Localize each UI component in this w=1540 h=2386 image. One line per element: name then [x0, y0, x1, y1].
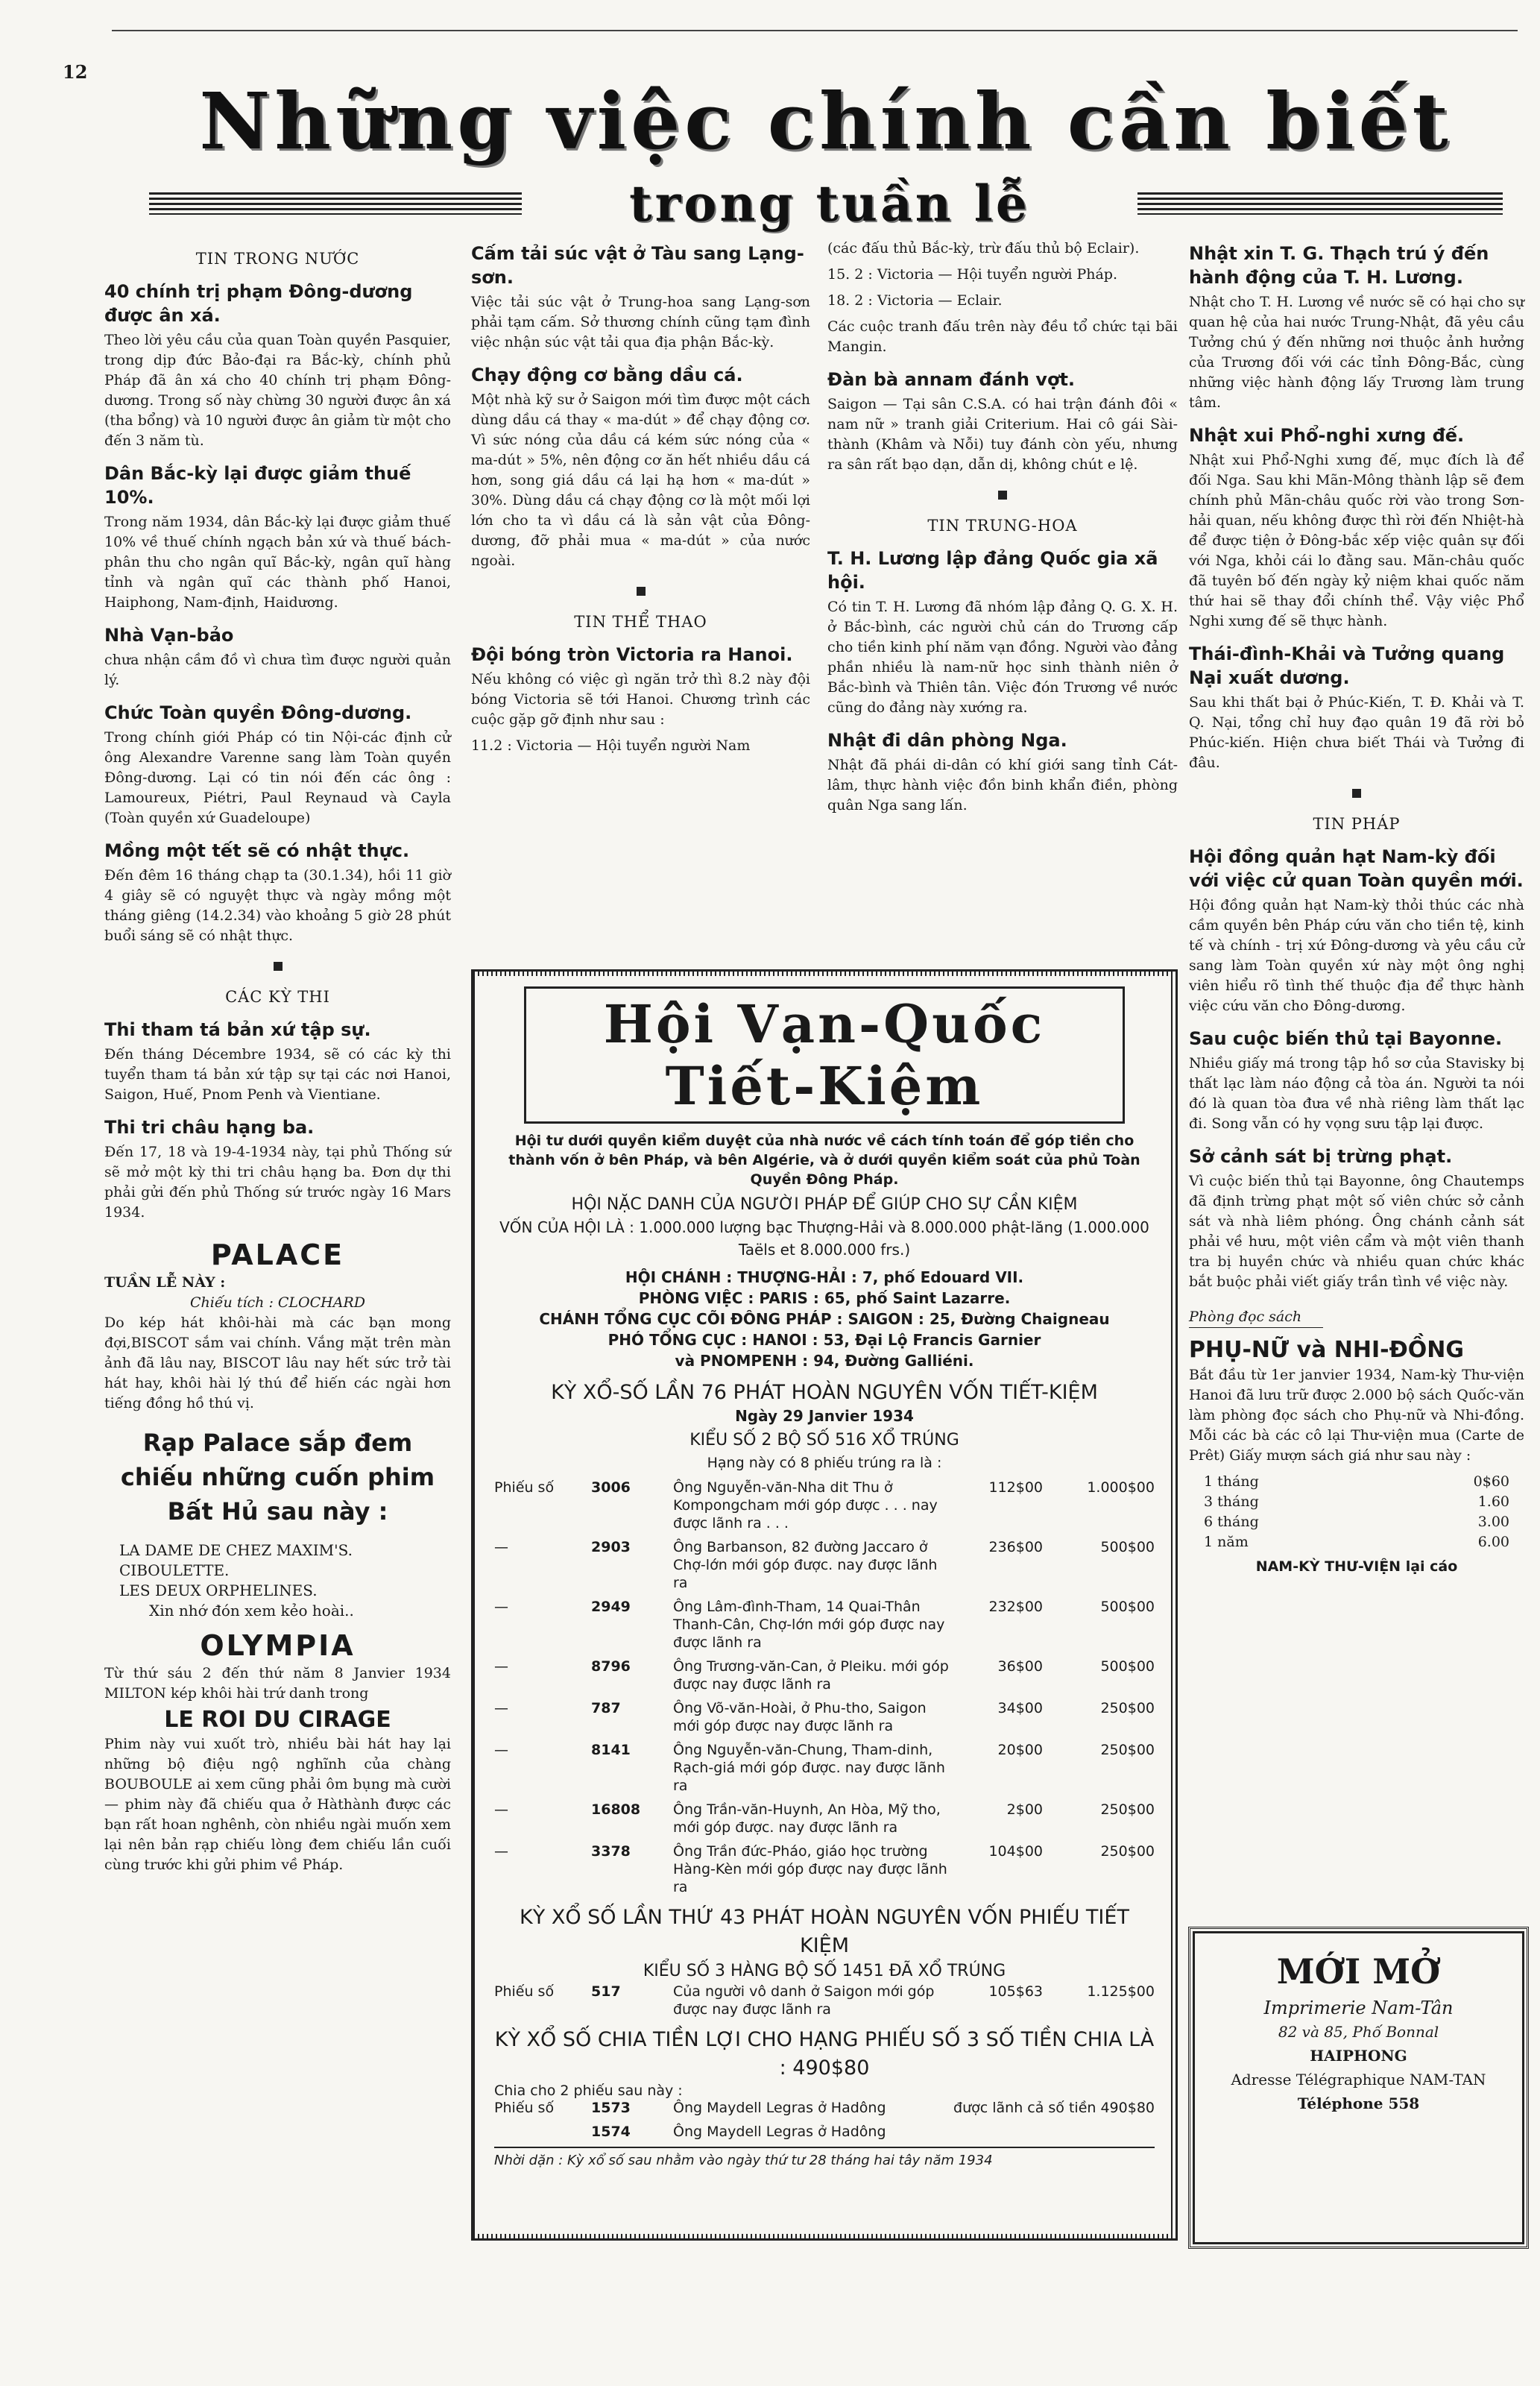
section-divider: [827, 485, 1178, 506]
film-item: LES DEUX ORPHELINES.: [119, 1581, 318, 1599]
biz-telegraph: Adresse Télégraphique NAM-TAN: [1231, 2071, 1486, 2088]
library-title: PHỤ-NỮ và NHI-ĐỒNG: [1189, 1337, 1464, 1363]
palace-title: PALACE: [210, 1238, 345, 1271]
winner-label: Phiếu số: [494, 1983, 555, 2000]
article-headline: Đội bóng tròn Victoria ra Hanoi.: [471, 644, 793, 665]
masthead-subtitle: trong tuần lễ: [629, 174, 1030, 233]
winner-name: Ông Trần-văn-Huynh, An Hòa, Mỹ tho, mới góp được. nay được lãnh ra: [673, 1801, 941, 1836]
savings-society-ad: [471, 969, 1178, 2241]
article-body: Một nhà kỹ sư ở Saigon mới tìm được một cách dùng dầu cá thay « ma-dút » để chạy động cơ. Vì sức nóng của dầu cá kém sức nóng của « ma-dút » 5%, nên động cơ ăn hết nhiều dầu cá hơn, song giá dầu cá lại hạ hơn « ma-dút » 30%. Dùng dầu cá chạy động cơ là một mối lợi lớn cho ta vì dầu cá là sản vật của Đông-dương, đỡ phải mua « ma-dút » của nước ngoài.: [471, 391, 810, 569]
palace-week: TUẦN LỄ NÀY :: [104, 1274, 226, 1291]
winner-name: Ông Trần đức-Pháo, giáo học trường Hàng-Kèn mới góp được nay được lãnh ra: [673, 1843, 947, 1895]
article-body: Sau khi thất bại ở Phúc-Kiến, T. Đ. Khải và T. Q. Nại, tổng chỉ huy đạo quân 19 đã rời bỏ Phúc-kiến. Hiện chưa biết Thái và Tưởng đi đâu.: [1189, 694, 1524, 771]
price-term: 3 tháng: [1204, 1493, 1259, 1510]
price-row: [1189, 1512, 1524, 1532]
draw-note: Chia cho 2 phiếu sau này :: [494, 2083, 683, 2099]
ad-intro: Hội tư dưới quyền kiểm duyệt của nhà nước về cách tính toán để góp tiền cho thành vốn ở bên Pháp, và bên Algérie, và ở dưới quyền kiểm soát của phủ Toàn Quyền Đông Pháp.: [508, 1133, 1140, 1188]
column-3: [827, 239, 1178, 954]
winner-row: [494, 1801, 1155, 1836]
winner-number: 8141: [591, 1742, 631, 1758]
winner-paid: 112$00: [988, 1479, 1043, 1496]
section-title: TIN THỂ THAO: [574, 613, 707, 631]
article-body: Nhật cho T. H. Lương về nước sẽ có hại cho sự quan hệ của hai nước Trung-Nhật, đã yêu cầu Tưởng chú ý đến những nơi thuộc ảnh hưởng của Trương đối với các tỉnh Đông-Bắc, cùng những việc hành động lấy Trương làm trung tâm.: [1189, 294, 1524, 411]
winner-row: [494, 1741, 1155, 1795]
biz-title: MỚI MỞ: [1276, 1951, 1441, 1992]
winner-number: 1573: [591, 2100, 631, 2116]
winner-name: Ông Nguyễn-văn-Nha dit Thu ở Kompongcham mới góp được . . . nay được lãnh ra . . .: [673, 1479, 938, 1532]
winner-name: Ông Nguyễn-văn-Chung, Tham-dinh, Rạch-giá mới góp được. nay được lãnh ra: [673, 1742, 945, 1794]
winner-total: 500$00: [1100, 1658, 1155, 1675]
article-headline: Thái-đình-Khải và Tưởng quang Nại xuất dương.: [1189, 643, 1505, 688]
column-2: [471, 239, 810, 954]
article-headline: Hội đồng quản hạt Nam-kỳ đối với việc cử quan Toàn quyền mới.: [1189, 846, 1524, 891]
column-4: [1189, 239, 1524, 1577]
winner-name: Ông Trương-văn-Can, ở Pleiku. mới góp được nay được lãnh ra: [673, 1658, 949, 1693]
winner-label: —: [494, 1843, 508, 1860]
column-1: [104, 239, 451, 1881]
article-body: Đến 17, 18 và 19-4-1934 này, tại phủ Thống sứ sẽ mở một kỳ thi tri châu hạng ba. Đơn dự thi phải gửi đến phủ Thống sứ trước ngày 16 Mars 1934.: [104, 1144, 451, 1221]
winner-paid: 20$00: [997, 1742, 1043, 1758]
ad-address: PHÓ TỔNG CỤC : HANOI : 53, Đại Lộ Francis Garnier: [608, 1331, 1041, 1349]
article-headline: Nhà Vạn-bảo: [104, 625, 234, 646]
ad-address: PHÒNG VIỆC : PARIS : 65, phố Saint Lazarre.: [638, 1289, 1011, 1307]
winner-total: 250$00: [1100, 1801, 1155, 1818]
winner-label: [494, 2123, 591, 2141]
draw-title: KỲ XỔ SỐ LẦN THỨ 43 PHÁT HOÀN NGUYÊN VỐN PHIẾU TIẾT KIỆM: [520, 1906, 1129, 1957]
winner-row: [494, 1598, 1155, 1652]
draw-kind: KIỂU SỐ 3 HÀNG BỘ SỐ 1451 ĐÃ XỔ TRÚNG: [643, 1962, 1006, 1980]
winner-number: 16808: [591, 1801, 641, 1818]
winner-paid: 232$00: [988, 1599, 1043, 1615]
ad-note: Nhời dặn : Kỳ xổ số sau nhằm vào ngày thứ tư 28 tháng hai tây năm 1934: [494, 2147, 1155, 2168]
price-row: [1189, 1472, 1524, 1492]
article-body: Vì cuộc biến thủ tại Bayonne, ông Chautemps đã định trừng phạt một số viên chức sở cảnh sát và nhà liêm phóng. Ông chánh cảnh sát phải về hưu, một viên cẩm và một viên thanh tra bị huyền chức và nhiều quan chức khác bắt buộc phải viết giấy trần tình về việc này.: [1189, 1173, 1524, 1290]
winner-number: 517: [591, 1983, 621, 2000]
price-row: [1189, 1492, 1524, 1512]
olympia-dates: Từ thứ sáu 2 đến thứ năm 8 Janvier 1934 MILTON kép khôi hài trứ danh trong: [104, 1665, 451, 1702]
winner-total: 250$00: [1100, 1700, 1155, 1716]
winner-row: [494, 1538, 1155, 1592]
winner-label: —: [494, 1801, 508, 1818]
winner-number: 3378: [591, 1843, 631, 1860]
winner-row: [494, 1842, 1155, 1896]
winner-paid: 105$63: [988, 1983, 1043, 2000]
printing-house-ad: [1193, 1931, 1524, 2244]
article-headline: Đàn bà annam đánh vợt.: [827, 369, 1076, 390]
article-body: Đến tháng Décembre 1934, sẽ có các kỳ thi tuyển tham tá bản xứ tập sự tại các nơi Hanoi, Saigon, Huế, Pnom Penh và Vientiane.: [104, 1046, 451, 1103]
winner-paid: 2$00: [1006, 1801, 1043, 1818]
match-item: 18. 2 : Victoria — Eclair.: [827, 292, 1003, 309]
winner-number: 787: [591, 1700, 621, 1716]
winner-row: [494, 1983, 1155, 2018]
olympia-body: Phim này vui xuốt trò, nhiều bài hát hay lại những bộ điệu ngộ nghĩnh của chàng BOUBOULE ai xem cũng phải ôm bụng mà cười — phim này đã chiếu qua ở Hàthành được các bạn rất hoan nghênh, còn nhiều ngài muốn xem lại nên bản rạp chiếu lòng đem chiếu lần cuối cùng trước khi gửi phim về Pháp.: [104, 1736, 451, 1873]
library-body: Bắt đầu từ 1er janvier 1934, Nam-kỳ Thư-viện Hanoi đã lưu trữ được 2.000 bộ sách Quốc-văn làm phòng đọc sách cho Phụ-nữ và Nhi-đồng. Mỗi các bà các cô lại Thư-viện mua (Carte de Prêt) Giấy mượn sách giá như sau này :: [1189, 1367, 1524, 1464]
article-headline: Cấm tải súc vật ở Tàu sang Lạng-sơn.: [471, 243, 804, 288]
price-value: 6.00: [1477, 1534, 1509, 1550]
winner-name: Của người vô danh ở Saigon mới góp được nay được lãnh ra: [673, 1983, 935, 2018]
biz-name: Imprimerie Nam-Tân: [1263, 1998, 1454, 2018]
library-label: Phòng đọc sách: [1189, 1307, 1323, 1328]
draw-kind: KIỂU SỐ 2 BỘ SỐ 516 XỔ TRÚNG: [689, 1431, 959, 1449]
section-divider: [471, 582, 810, 602]
article-body: Nhật xui Phổ-Nghi xưng đế, mục đích là để đối Nga. Sau khi Mãn-Mông thành lập sẽ đem chính phủ Mãn-châu quốc rời vào trong Sơn-hải quan, nếu không được thì rời đến Nhiệt-hà để được tiện ở Đông-bắc xếp việc quân sự đối với Nga, khỏi cái lo đằng sau. Mãn-châu quốc đã tuyên bố đến ngày kỷ niệm khai quốc năm thứ hai sẽ thay đổi chính thể. Vậy việc Phổ Nghi xưng đế sẽ thực hành.: [1189, 452, 1524, 629]
winner-label: —: [494, 1742, 508, 1758]
article-body: Theo lời yêu cầu của quan Toàn quyền Pasquier, trong dịp đức Bảo-đại ra Bắc-kỳ, chính phủ Pháp đã ân xá cho 40 chính trị phạm Đông-dương. Trong số này chừng 30 người được ân xá (tha bổng) và 10 người được ân giảm từ một cho đến 3 năm tù.: [104, 332, 451, 449]
article-headline: Mồng một tết sẽ có nhật thực.: [104, 840, 410, 861]
winner-label: Phiếu số: [494, 1479, 555, 1496]
winner-label: —: [494, 1658, 508, 1675]
biz-address: 82 và 85, Phố Bonnal: [1278, 2023, 1439, 2041]
ad-address: và PNOMPENH : 94, Đường Galliéni.: [675, 1352, 974, 1370]
ad-address: HỘI CHÁNH : THƯỢNG-HẢI : 7, phố Edouard VII.: [625, 1268, 1024, 1286]
winner-total: 1.125$00: [1087, 1983, 1155, 2000]
draw-title: KỲ XỔ SỐ CHIA TIỀN LỢI CHO HẠNG PHIẾU SỐ 3 SỐ TIỀN CHIA LÀ : 490$80: [494, 2028, 1155, 2080]
article-headline: Nhật xin T. G. Thạch trú ý đến hành động của T. H. Lương.: [1189, 243, 1489, 288]
winner-total: 250$00: [1100, 1843, 1155, 1860]
palace-body: Do kép hát khôi-hài mà các bạn mong đợi,BISCOT sắm vai chính. Vắng mặt trên màn ảnh đã lâu nay, BISCOT lâu nay hết sức trở tài hát hay, khôi hài lý thú để hiến các ngài hơn tiếng đồng hồ thú vị.: [104, 1315, 451, 1411]
winner-total: 500$00: [1100, 1539, 1155, 1555]
winner-name: Ông Lâm-đình-Tham, 14 Quai-Thân Thanh-Cân, Chợ-lớn mới góp được nay được lãnh ra: [673, 1599, 945, 1651]
article-body: Nhiều giấy má trong tập hồ sơ của Stavisky bị thất lạc làm náo động cả tòa án. Người ta nói đó là quan tòa đưa về nhà riêng làm thất lạc đi. Song vẫn có hy vọng sưu tập lại được.: [1189, 1055, 1524, 1132]
palace-coming: Rạp Palace sắp đem chiếu những cuốn phim Bất Hủ sau này :: [120, 1429, 435, 1526]
masthead-subtitle-row: [149, 174, 1503, 233]
winner-total: 250$00: [1100, 1742, 1155, 1758]
article-body: Đến đêm 16 tháng chạp ta (30.1.34), hồi 11 giờ 4 giây sẽ có nguyệt thực và ngày mồng một tháng giêng (14.2.34) vào khoảng 5 giờ 28 phút buổi sáng sẽ có nhật thực.: [104, 867, 451, 944]
section-title: TIN TRUNG-HOA: [927, 517, 1078, 535]
film-item: LA DAME DE CHEZ MAXIM'S.: [119, 1541, 353, 1559]
draw-title: KỲ XỔ-SỐ LẦN 76 PHÁT HOÀN NGUYÊN VỐN TIẾT-KIỆM: [551, 1381, 1098, 1404]
olympia-film: LE ROI DU CIRAGE: [164, 1707, 391, 1733]
biz-phone: Téléphone 558: [1297, 2094, 1420, 2112]
library-sign: NAM-KỲ THƯ-VIỆN lại cáo: [1255, 1558, 1458, 1575]
price-value: 1.60: [1477, 1493, 1509, 1510]
match-item: 15. 2 : Victoria — Hội tuyển người Pháp.: [827, 266, 1118, 283]
draw-sum: được lãnh cả số tiền 490$80: [953, 2100, 1155, 2116]
article-body: Hội đồng quản hạt Nam-kỳ thỏi thúc các nhà cầm quyền bên Pháp cứu văn cho tiền tệ, kinh tế và chính - trị xứ Đông-dương và yêu cầu cử sang làm Toàn quyền xứ này một ông nghị viên hiểu rõ tình thế thuộc địa để thực hành việc cứu văn cho Đông-dương.: [1189, 897, 1524, 1014]
article-body: chưa nhận cầm đồ vì chưa tìm được người quản lý.: [104, 652, 451, 688]
article-body: Saigon — Tại sân C.S.A. có hai trận đánh đôi « nam nữ » tranh giải Criterium. Hai cô gái Sài-thành (Khâm và Nỗi) tuy đánh còn yếu, nhưng ra sân rất bạo dạn, dẫn dị, không chút e lệ.: [827, 396, 1178, 473]
article-body: Có tin T. H. Lương đã nhóm lập đảng Q. G. X. H. ở Bắc-bình, các người chủ cán do Trương cấp cho tiền kinh phí năm vạn đồng. Người vào đảng phần nhiều là nam-nữ học sinh thành niên ở Bắc-bình và Thiên tân. Việc đón Trương về nước cũng do đảng này xướng ra.: [827, 599, 1178, 716]
winner-label: —: [494, 1599, 508, 1615]
ad-address: CHÁNH TỔNG CỤC CÕI ĐÔNG PHÁP : SAIGON : 25, Đường Chaigneau: [539, 1310, 1110, 1328]
section-title: TIN PHÁP: [1313, 815, 1401, 833]
section-title: TIN TRONG NƯỚC: [195, 250, 360, 268]
winner-row: [494, 2123, 1155, 2141]
film-item: CIBOULETTE.: [119, 1561, 230, 1579]
winner-name: Ông Võ-văn-Hoài, ở Phu-tho, Saigon mới góp được nay được lãnh ra: [673, 1700, 927, 1734]
winner-label: —: [494, 1539, 508, 1555]
winner-name: Ông Barbanson, 82 đường Jaccaro ở Chợ-lớn mới góp được. nay được lãnh ra: [673, 1539, 938, 1591]
winner-paid: 236$00: [988, 1539, 1043, 1555]
article-body: Nhật đã phái di-dân có khí giới sang tỉnh Cát-lâm, thực hành việc đồn binh khẩn điền, phòng quân Nga sang lấn.: [827, 757, 1178, 813]
article-headline: 40 chính trị phạm Đông-dương được ân xá.: [104, 281, 413, 326]
winner-paid: 34$00: [997, 1700, 1043, 1716]
winner-number: 8796: [591, 1658, 631, 1675]
article-headline: T. H. Lương lập đảng Quốc gia xã hội.: [827, 548, 1158, 593]
article-headline: Dân Bắc-kỳ lại được giảm thuế 10%.: [104, 463, 411, 508]
article-body: Trong năm 1934, dân Bắc-kỳ lại được giảm thuế 10% về thuế chính ngạch bản xứ và thuế bách-phân thu cho ngân quĩ Bắc-kỳ, ngân quĩ hàng tỉnh và ngân quĩ các thành phố Hanoi, Haiphong, Nam-định, Haidương.: [104, 514, 451, 611]
winner-label: —: [494, 1700, 508, 1716]
price-term: 1 năm: [1204, 1534, 1249, 1550]
article-body: (các đấu thủ Bắc-kỳ, trừ đấu thủ bộ Eclair).: [827, 240, 1140, 256]
olympia-title: OLYMPIA: [200, 1629, 356, 1662]
article-headline: Thi tham tá bản xứ tập sự.: [104, 1019, 371, 1040]
biz-city: HAIPHONG: [1310, 2047, 1407, 2065]
winner-total: 500$00: [1100, 1599, 1155, 1615]
section-divider: [1189, 784, 1524, 804]
article-body: Nếu không có việc gì ngăn trở thì 8.2 này đội bóng Victoria sẽ tới Hanoi. Chương trình các cuộc gặp gỡ định như sau :: [471, 671, 810, 728]
article-body: Việc tải súc vật ở Trung-hoa sang Lạng-sơn phải tạm cấm. Sở thương chính cũng tạm đình việc nhận súc vật tải qua địa phận Bắc-kỳ.: [471, 294, 810, 350]
price-value: 3.00: [1477, 1514, 1509, 1530]
article-headline: Sở cảnh sát bị trừng phạt.: [1189, 1146, 1453, 1167]
article-headline: Chức Toàn quyền Đông-dương.: [104, 702, 412, 723]
section-divider: [104, 957, 451, 977]
price-value: 0$60: [1473, 1473, 1509, 1490]
ad-inner: [478, 976, 1171, 2234]
winner-paid: 36$00: [997, 1658, 1043, 1675]
page-number: 12: [63, 61, 88, 83]
winner-number: 1574: [591, 2124, 631, 2140]
article-headline: Sau cuộc biến thủ tại Bayonne.: [1189, 1028, 1503, 1049]
winner-name: Ông Maydell Legras ở Hadông: [673, 2100, 886, 2116]
article-headline: Thi tri châu hạng ba.: [104, 1117, 315, 1138]
draw-date: Ngày 29 Janvier 1934: [735, 1407, 914, 1425]
winner-row: [494, 1658, 1155, 1693]
winner-number: 3006: [591, 1479, 631, 1496]
article-headline: Nhật xui Phổ-nghi xưng đế.: [1189, 425, 1465, 446]
top-rule: [112, 30, 1518, 31]
winner-name: Ông Maydell Legras ở Hadông: [673, 2124, 886, 2140]
article-body: 11.2 : Victoria — Hội tuyển người Nam: [471, 737, 751, 754]
masthead-title: Những việc chính cần biết: [199, 75, 1453, 167]
hatch-rule-left: [149, 192, 522, 215]
hatch-rule-right: [1137, 192, 1503, 215]
price-term: 6 tháng: [1204, 1514, 1259, 1530]
article-headline: Chạy động cơ bằng dầu cá.: [471, 365, 743, 385]
winner-label: Phiếu số: [494, 2100, 555, 2116]
article-headline: Nhật đi dân phòng Nga.: [827, 730, 1067, 751]
ad-line: VỐN CỦA HỘI LÀ : 1.000.000 lượng bạc Thượng-Hải và 8.000.000 phật-lăng (1.000.000 Taëls et 8.000.000 frs.): [499, 1218, 1149, 1259]
price-term: 1 tháng: [1204, 1473, 1259, 1490]
draw-note: Hạng này có 8 phiếu trúng ra là :: [707, 1455, 942, 1471]
winner-paid: 104$00: [988, 1843, 1043, 1860]
film-note: Xin nhớ đón xem kẻo hoài..: [149, 1602, 354, 1619]
winner-row: [494, 1479, 1155, 1532]
price-row: [1189, 1532, 1524, 1552]
ad-line: HỘI NẶC DANH CỦA NGƯỜI PHÁP ĐỂ GIÚP CHO SỰ CẦN KIỆM: [571, 1195, 1078, 1214]
article-body: Trong chính giới Pháp có tin Nội-các định cử ông Alexandre Varenne sang làm Toàn quyền Đông-dương. Lại có tin nói đến các ông : Lamoureux, Piétri, Paul Reynaud và Cayla (Toàn quyền xứ Guadeloupe): [104, 729, 451, 826]
winner-row: [494, 2099, 1155, 2117]
winner-row: [494, 1699, 1155, 1735]
ad-title: Hội Vạn-Quốc Tiết-Kiệm: [524, 986, 1125, 1124]
section-title: CÁC KỲ THI: [225, 988, 330, 1006]
palace-film: Chiếu tích : CLOCHARD: [190, 1294, 365, 1311]
winner-total: 1.000$00: [1087, 1479, 1155, 1496]
winner-number: 2903: [591, 1539, 631, 1555]
article-body: Các cuộc tranh đấu trên này đều tổ chức tại bãi Mangin.: [827, 318, 1178, 355]
winner-number: 2949: [591, 1599, 631, 1615]
